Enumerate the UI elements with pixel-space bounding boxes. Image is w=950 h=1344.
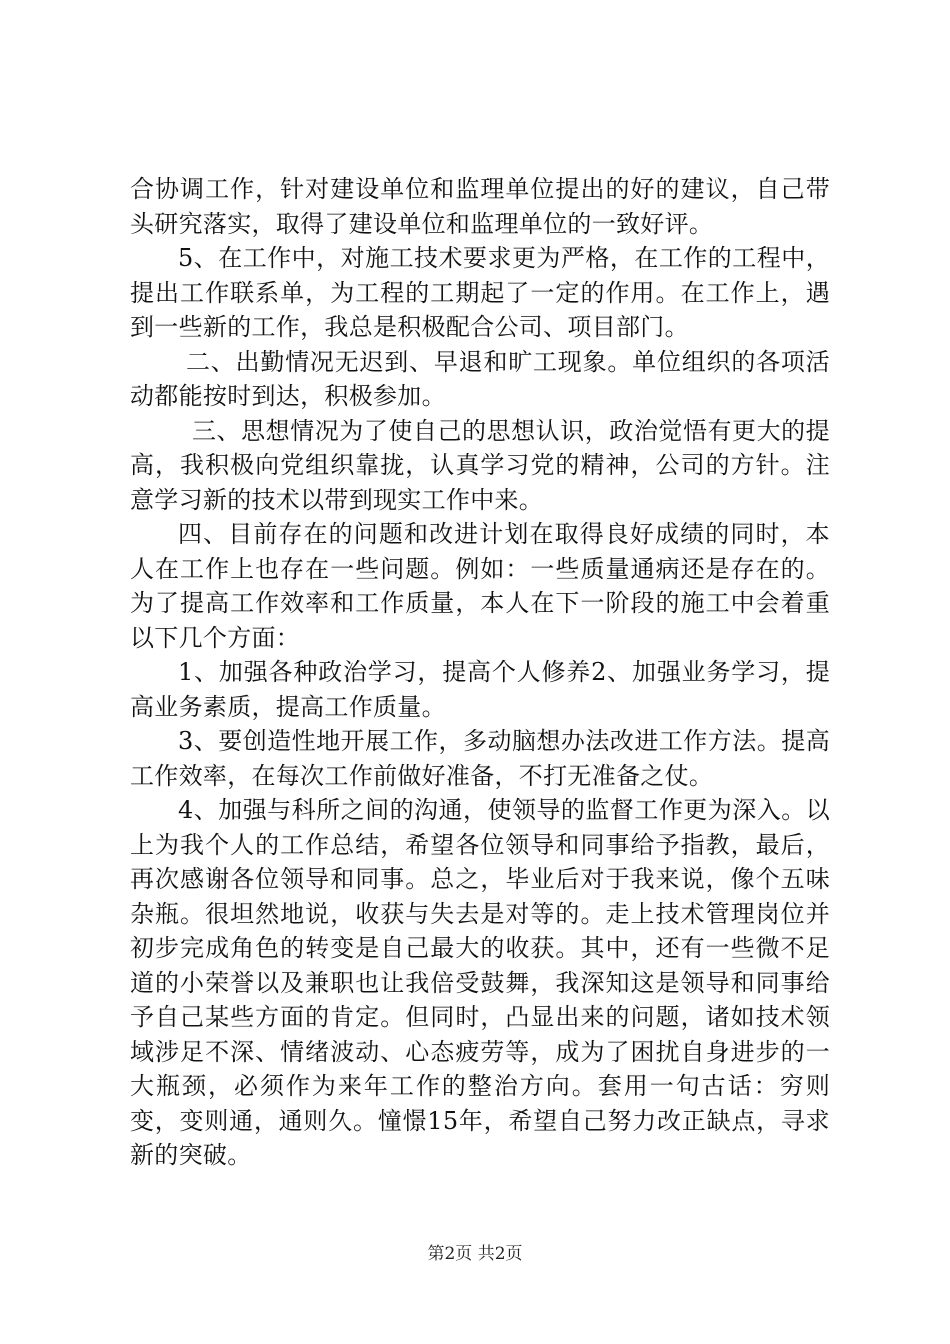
paragraph-plan-3: 3、要创造性地开展工作，多动脑想办法改进工作方法。提高工作效率，在每次工作前做好准备，不打无准备之仗。: [130, 727, 830, 790]
paragraph-thinking: 三、思想情况为了使自己的思想认识，政治觉悟有更大的提高，我积极向党组织靠拢，认真学习党的精神，公司的方针。注意学习新的技术以带到现实工作中来。: [130, 416, 830, 514]
paragraph-attendance: 二、出勤情况无迟到、早退和旷工现象。单位组织的各项活动都能按时到达，积极参加。: [130, 347, 830, 410]
page-footer: [0, 1242, 950, 1266]
page-number-label: 第2页 共2页: [427, 1244, 523, 1264]
paragraph-continuation: 合协调工作，针对建设单位和监理单位提出的好的建议，自己带头研究落实，取得了建设单位和监理单位的一致好评。: [130, 175, 830, 238]
paragraph-item-5: 5、在工作中，对施工技术要求更为严格，在工作的工程中，提出工作联系单，为工程的工期起了一定的作用。在工作上，遇到一些新的工作，我总是积极配合公司、项目部门。: [130, 244, 830, 341]
paragraph-plan-4-conclusion: 4、加强与科所之间的沟通，使领导的监督工作更为深入。以上为我个人的工作总结，希望各位领导和同事给予指教，最后，再次感谢各位领导和同事。总之，毕业后对于我来说，像个五味杂瓶。很坦然地说，收获与失去是对等的。走上技术管理岗位并初步完成角色的转变是自己最大的收获。其中，还有一些微不足道的小荣誉以及兼职也让我倍受鼓舞，我深知这是领导和同事给予自己某些方面的肯定。但同时，凸显出来的问题，诸如技术领域涉足不深、情绪波动、心态疲劳等，成为了困扰自身进步的一大瓶颈，必须作为来年工作的整治方向。套用一句古话：穷则变，变则通，通则久。憧憬15年，希望自己努力改正缺点，寻求新的突破。: [130, 796, 830, 1169]
paragraph-problems: 四、目前存在的问题和改进计划在取得良好成绩的同时，本人在工作上也存在一些问题。例如：一些质量通病还是存在的。为了提高工作效率和工作质量，本人在下一阶段的施工中会着重以下几个方面：: [130, 520, 830, 652]
paragraph-plan-1-2: 1、加强各种政治学习，提高个人修养2、加强业务学习，提高业务素质，提高工作质量。: [130, 658, 830, 721]
body-text: [130, 172, 830, 1173]
